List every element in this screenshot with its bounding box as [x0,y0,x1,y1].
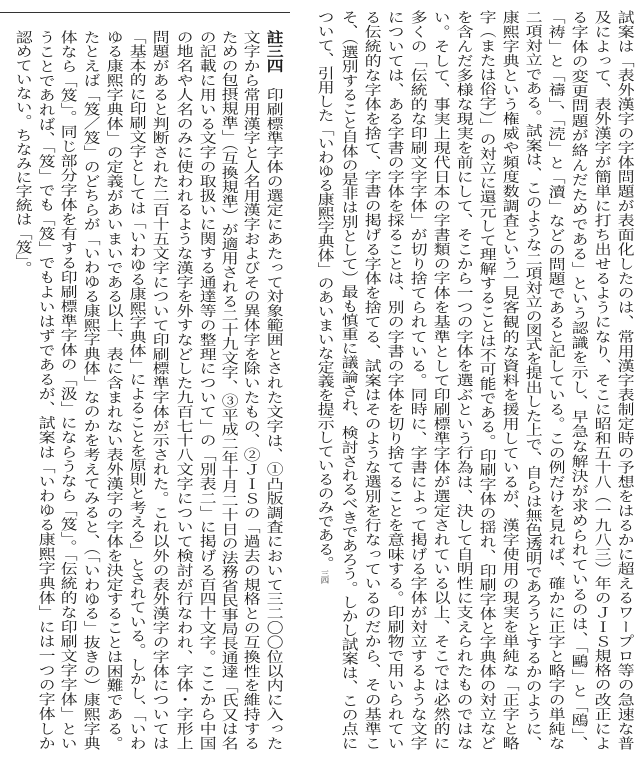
note-column: うことであれば、「笈」でも「笈」でもよいはずであるが、試案は「いわゆる康熙字典体」には一つの字体しか [36,30,56,751]
note-column: たとえば「笈／笈」のどちらが「いわゆる康熙字典体」なのかを考えてみると、（「いわゆる」抜きの）康熙字典 [81,30,101,750]
main-column: い。そして、事実上現代日本の字書類の字体を基準として印刷標準字体が選定されている以上、そこでは必然的に [431,10,451,750]
main-column: 試案は「表外漢字の字体問題が表面化したのは、常用漢字表制定時の予想をはるかに超えるワープロ等の急速な普 [615,10,635,750]
main-column: 「祷」と「禱」、「涜」と「瀆」などの問題であると記している。この例だけを見れば、確かに正字と略字の単純な [546,10,566,750]
note-divider [0,12,290,13]
main-column: 多くの「伝統的な印刷文字字体」が切り捨てられている。同時に、字書によって掲げる字体が対立するような文字 [408,10,428,750]
note-column: ゆる康熙字典体」の定義があいまいである以上、表に含まれない表外漢字の字体を決定することは困難である。 [104,30,124,750]
note-column: 体なら「笈」。同じ部分字体を有する印刷標準字体の「汲」にならうなら「笈」。「伝統的な印刷文字字体」とい [58,30,78,751]
note-column: の記載に用いる文字の取扱いに関する通達等の整理について」の「別表二」に掲げる百四十文字。ここから中国 [197,30,217,750]
note-column-last: 認めていない。ちなみに字統は「笈」。 [13,30,33,275]
note-column: 問題があると判断された二百十五文字について印刷標準字体が示された。これ以外の表外漢字の字体については [150,30,170,750]
main-column: る伝統的な字体を捨て、字書の掲げる字体を捨てる、試案はそのような選別を行なっているのだから、その基準こ [362,10,382,750]
main-column: を含んだ多様な現実を前にして、そこから一つの字体を選ぶという行為は、決して自明性に支えられたものではな [454,10,474,751]
main-column: 康熙字典という権威や頻度数調査という一見客観的な資料を援用しているが、漢字使用の現実を単純な「正字と略 [500,10,520,750]
note-column: の地名や人名のみに使われるような漢字を外すなどした九百七十八文字について検討が行なわれ、字体・字形上 [174,30,194,750]
note-label: 註三四 [264,30,284,74]
note-marker: 三四 [320,570,330,584]
main-column: については、ある字書の字体を採ることは、別の字書の字体を切り捨てることを意味する。印刷物で用いられてい [385,10,405,751]
main-column: そ、（選別すること自体の是非は別として）最も慎重に議論され、検討されるべきであろう。しかし試案は、この点に [339,10,359,750]
main-column: る字体の変更問題が絡んだためである」という認識を示し、早急な解決が求められているのは、「鷗」と「鴎」、 [569,10,589,750]
main-column-text: ついて、引用した「いわゆる康熙字典体」のあいまいな定義を提示しているのみである。 [315,10,335,570]
note-column [262,30,286,750]
note-column: 「基本的に印刷文字としては「いわゆる康熙字典体」によることを原則と考える」とされている。しかし、「いわ [127,30,147,750]
note-text: 印刷標準字体の選定にあたって対象範囲とされた文字は、①凸版調査において三二〇〇位以内に入った [264,73,284,751]
main-column: 字（または俗字）」の対立に還元して理解することは不可能である。印刷字体の揺れ、印刷字体と字典体の対立など [477,10,497,750]
main-column: 二項対立である。試案は、このような二項対立の図式を提出した上で、自らは無色透明であろうとするかのように、 [523,10,543,750]
main-column-last [313,10,337,750]
main-column: 及によって、表外漢字が簡単に打ち出せるようになり、そこに昭和五十八（一九八三）年のＪＩＳ規格の改正によ [592,10,612,750]
note-column: 文字から常用漢字と人名用漢字およびその異体字を除いたもの、②ＪＩＳの「過去の規格との互換性を維持する [241,30,261,750]
note-column: ための包摂規準」（互換規準）が適用される二十九文字、③平成二年十月二十日の法務省民事局長通達「氏又は名 [219,30,239,750]
